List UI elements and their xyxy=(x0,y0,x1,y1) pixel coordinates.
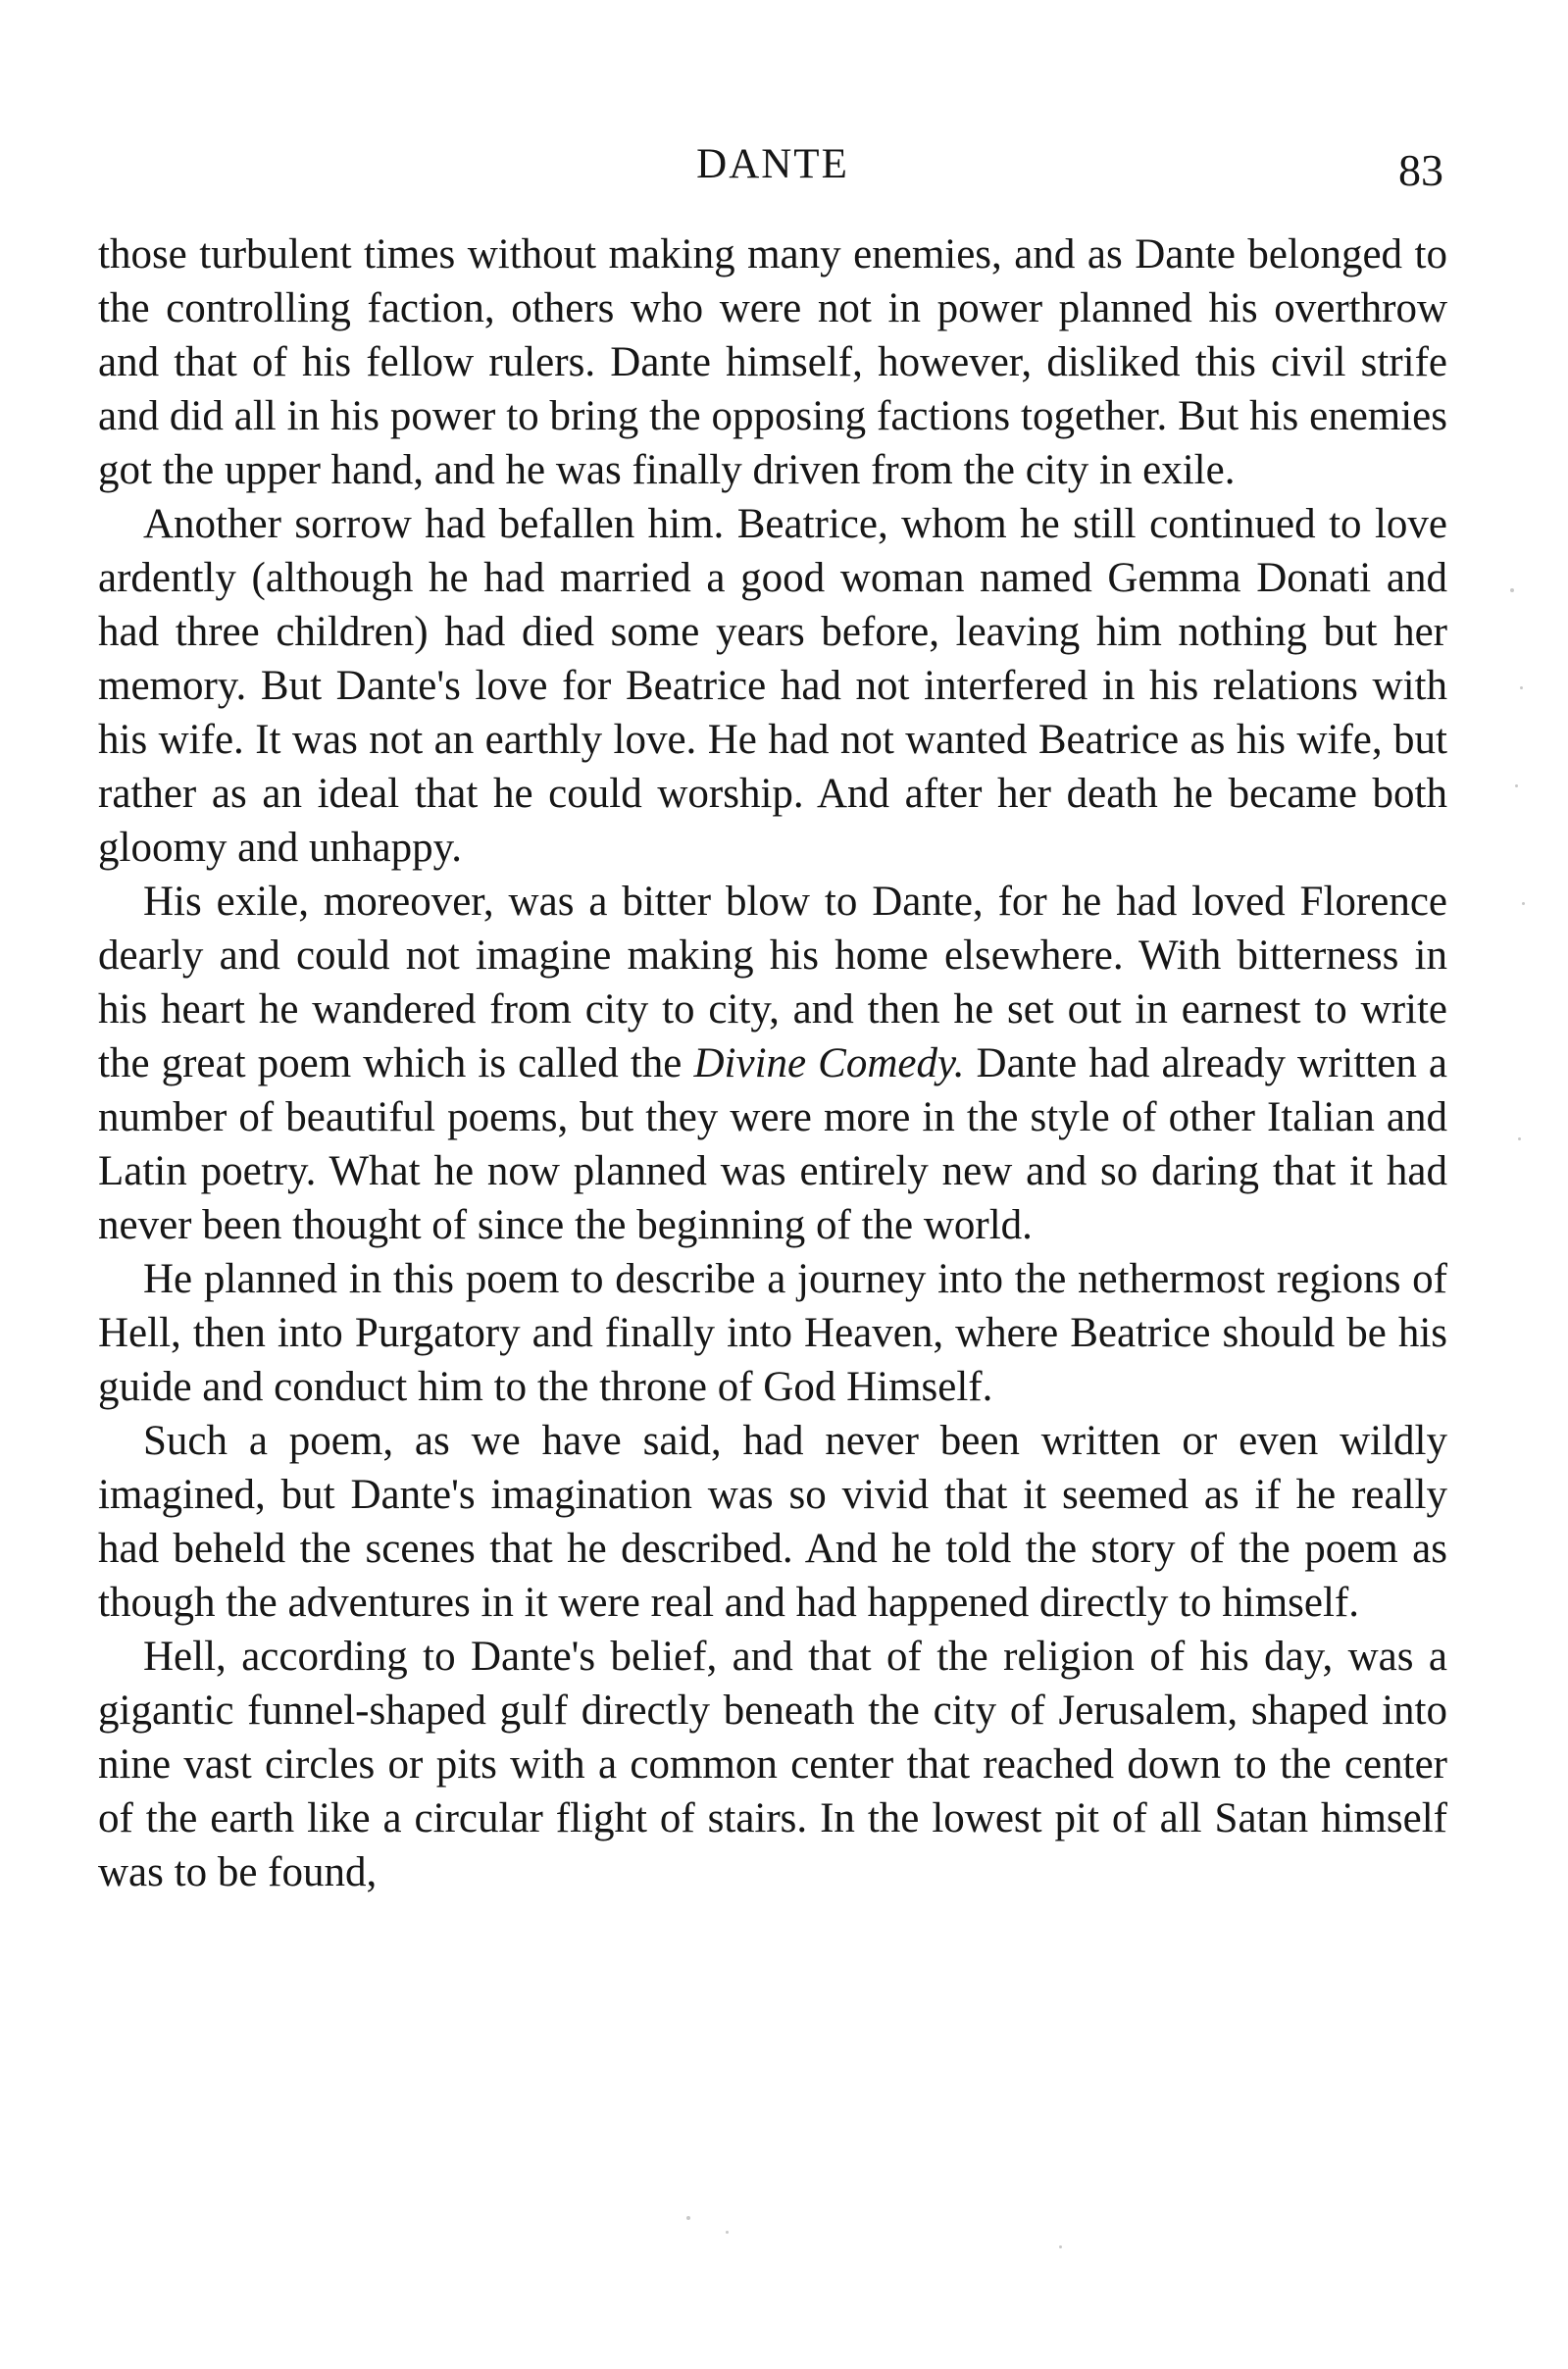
scan-speck xyxy=(1518,1137,1521,1140)
scan-speck xyxy=(1520,686,1523,689)
scan-speck xyxy=(1522,902,1525,905)
scan-speck xyxy=(1515,784,1518,787)
paragraph-6: Hell, according to Dante's belief, and that of the religion of his day, was a gigantic funnel-shaped gulf directly beneath the city of Jerusalem, shaped into nine vast circles or pits with a common center that reached down to the center of the earth like a circular flight of stairs. In the lowest pit of all Satan himself was to be found, xyxy=(98,1634,1447,1895)
paragraph-3 xyxy=(98,875,1447,1252)
paragraph-5: Such a poem, as we have said, had never been written or even wildly imagined, but Dante's imagination was so vivid that it seemed as if he really had beheld the scenes that he described. And he told the story of the poem as though the adventures in it were real and had happened directly to himself. xyxy=(98,1418,1447,1626)
scan-speck xyxy=(686,2216,690,2220)
book-title-divine-comedy: Divine Comedy. xyxy=(693,1040,965,1086)
scan-speck xyxy=(1059,2245,1062,2248)
scan-speck xyxy=(1510,588,1514,592)
paragraph-2: Another sorrow had befallen him. Beatrice, whom he still continued to love ardently (although he had married a good woman named Gemma Donati and had three children) had died some years before, leaving him nothing but her memory. But Dante's love for Beatrice had not interfered in his relations with his wife. It was not an earthly love. He had not wanted Beatrice as his wife, but rather as an ideal that he could worship. And after her death he became both gloomy and unhappy. xyxy=(98,501,1447,871)
paragraph-3-text-after: Dante had already written a number of beautiful poems, but they were more in the style of other Italian and Latin poetry. What he now planned was entirely new and so daring that it had never been thought of since the beginning of the world. xyxy=(98,1040,1448,1248)
scan-speck xyxy=(726,2231,729,2234)
page-header xyxy=(98,135,1447,194)
paragraph-1: those turbulent times without making many enemies, and as Dante belonged to the controlling faction, others who were not in power planned his overthrow and that of his fellow rulers. Dante himself, however, disliked this civil strife and did all in his power to bring the opposing factions together. But his enemies got the upper hand, and he was finally driven from the city in exile. xyxy=(98,231,1447,493)
page-number: 83 xyxy=(1398,145,1443,195)
paragraph-4: He planned in this poem to describe a journey into the nethermost regions of Hell, then into Purgatory and finally into Heaven, where Beatrice should be his guide and conduct him to the throne of God Himself. xyxy=(98,1256,1447,1410)
body-text xyxy=(98,227,1447,1899)
running-title: DANTE xyxy=(696,141,849,187)
paragraph-3-text-before: His exile, moreover, was a bitter blow to Dante, for he had loved Florence dearly and could not imagine making his home elsewhere. With bitterness in his heart he wandered from city to city, and then he set out in earnest to write the great poem which is called the xyxy=(98,879,1447,1086)
